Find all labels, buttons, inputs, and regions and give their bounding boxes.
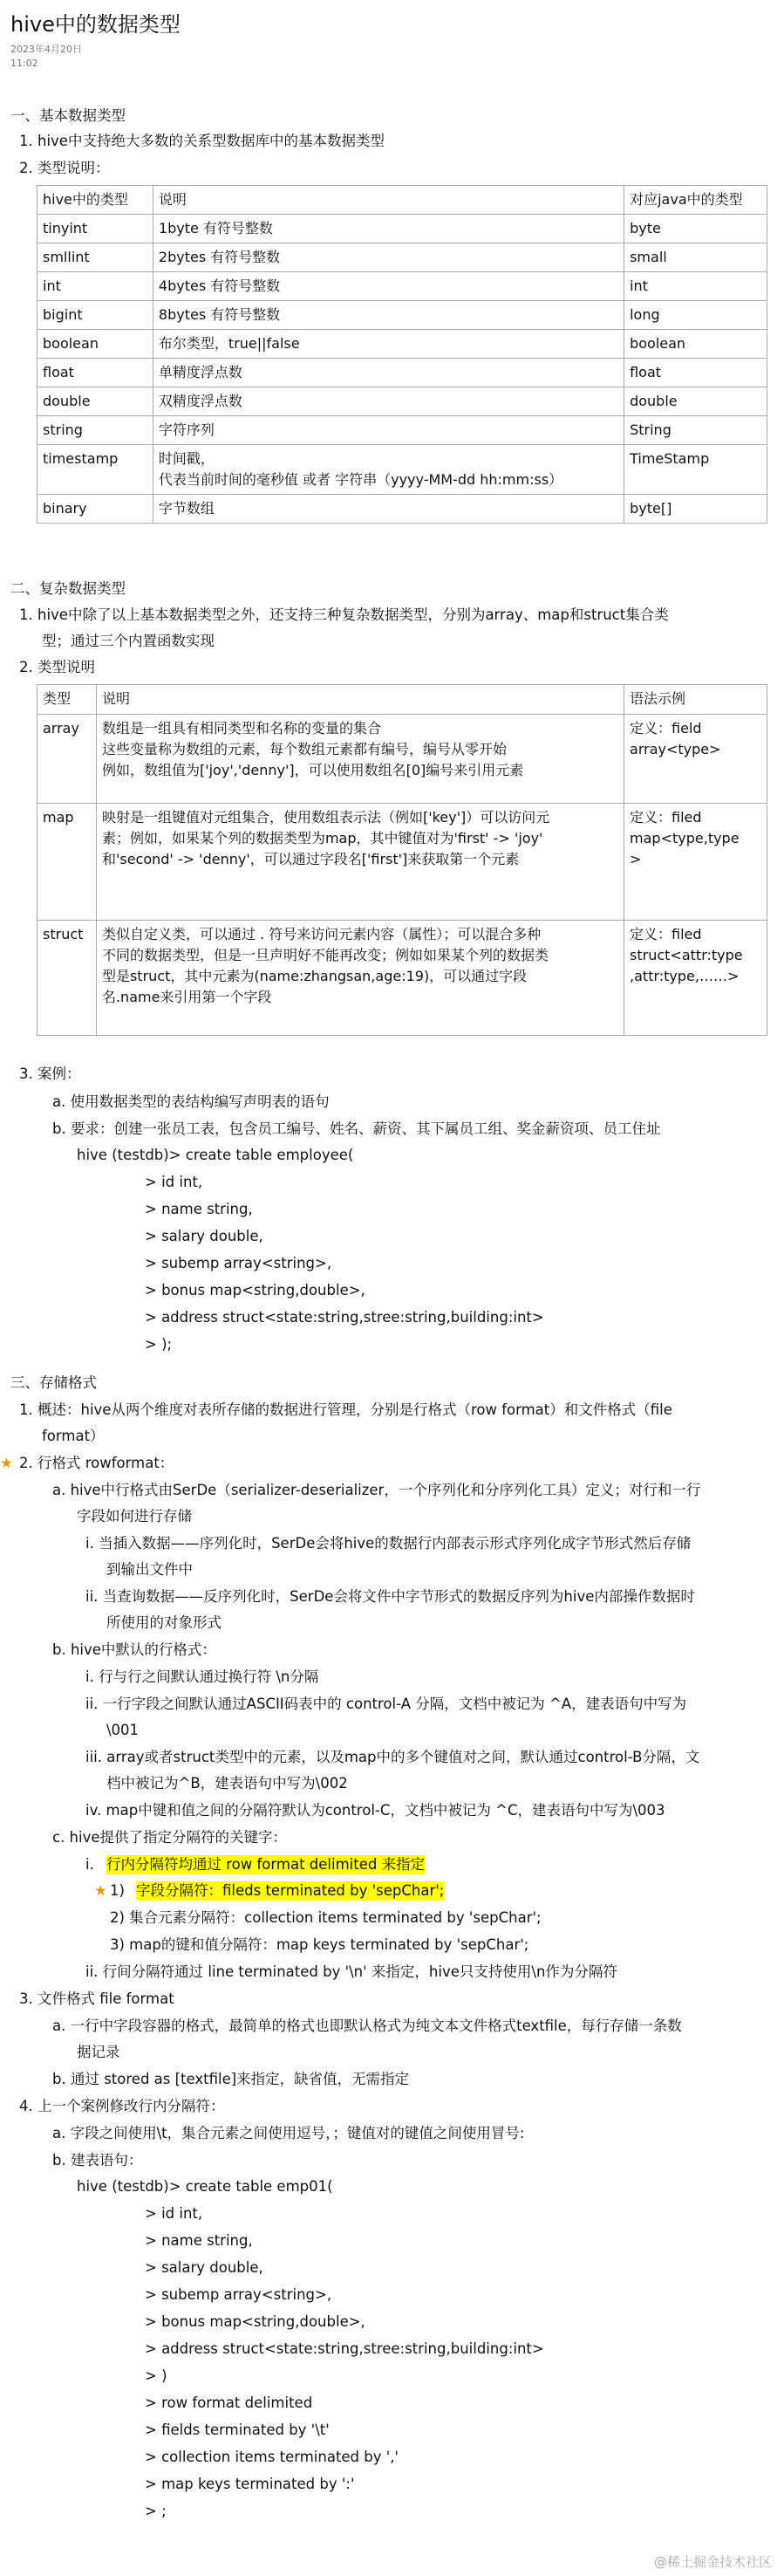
- table-cell: TimeStamp: [624, 445, 767, 495]
- table-cell: String: [624, 416, 767, 445]
- table-cell: 语法示例: [624, 685, 767, 715]
- table-row: [37, 272, 767, 301]
- table-cell: 4bytes 有符号整数: [153, 272, 624, 301]
- table-cell: timestamp: [37, 445, 153, 495]
- section-heading: 三、存储格式: [10, 1374, 97, 1391]
- list-item: i. 行与行之间默认通过换行符 \n分隔: [85, 1668, 319, 1685]
- list-item-cont: 档中被记为^B，建表语句中写为\002: [106, 1775, 348, 1792]
- table-cell: byte[]: [624, 495, 767, 524]
- table-row: [37, 359, 767, 387]
- table-cell: 数组是一组具有相同类型和名称的变量的集合 这些变量称为数组的元素，每个数组元素都有编号，编号从零开始 例如，数组值为['joy','denny']，可以使用数组名[0]编号来引用元素: [96, 715, 624, 804]
- complex-types-table: [37, 684, 767, 1036]
- list-item-cont: 字段如何进行存储: [77, 1508, 192, 1524]
- code-line: > subemp array<string>,: [145, 1255, 332, 1271]
- code-line: > address struct<state:string,stree:string,building:int>: [145, 1309, 544, 1326]
- code-line: hive (testdb)> create table employee(: [77, 1147, 354, 1163]
- list-item: 2) 集合元素分隔符：collection items terminated by 'sepChar';: [110, 1909, 542, 1926]
- code-line: > salary double,: [145, 1228, 263, 1244]
- code-line: > ;: [145, 2503, 167, 2519]
- highlighted-text: 字段分隔符：fileds terminated by 'sepChar';: [136, 1882, 445, 1899]
- table-row: [37, 301, 767, 330]
- list-item: 2. 类型说明: [19, 659, 95, 675]
- note-date: 2023年4月20日: [10, 44, 82, 55]
- table-row: [37, 387, 767, 416]
- table-cell: tinyint: [37, 215, 153, 243]
- table-cell: bigint: [37, 301, 153, 330]
- table-cell: 单精度浮点数: [153, 359, 624, 387]
- table-cell: 定义：field array<type>: [624, 715, 767, 804]
- table-cell: 双精度浮点数: [153, 387, 624, 416]
- table-cell: 字节数组: [153, 495, 624, 524]
- list-item: 3. 案例：: [19, 1065, 81, 1082]
- list-marker: 1): [110, 1882, 125, 1899]
- list-item: 3) map的键和值分隔符：map keys terminated by 'sepChar';: [110, 1936, 529, 1953]
- list-marker: i.: [85, 1856, 94, 1873]
- table-cell: map: [37, 804, 97, 921]
- table-cell: 字符序列: [153, 416, 624, 445]
- table-cell: float: [37, 359, 153, 387]
- table-cell: 定义：filed map<type,type >: [624, 804, 767, 921]
- table-cell: boolean: [37, 330, 153, 359]
- table-row: [37, 416, 767, 445]
- table-cell: binary: [37, 495, 153, 524]
- list-item: 1. 概述：hive从两个维度对表所存储的数据进行管理，分别是行格式（row format）和文件格式（file: [19, 1401, 672, 1418]
- list-item-cont: 到输出文件中: [106, 1561, 193, 1578]
- code-line: > name string,: [145, 1201, 253, 1217]
- list-item: c. hive提供了指定分隔符的关键字：: [52, 1829, 288, 1846]
- table-row: [37, 495, 767, 524]
- table-cell: int: [37, 272, 153, 301]
- watermark: @稀土掘金技术社区: [653, 2554, 772, 2570]
- table-cell: boolean: [624, 330, 767, 359]
- code-line: > collection items terminated by ',': [145, 2449, 399, 2465]
- table-cell: struct: [37, 921, 97, 1036]
- table-cell: 2bytes 有符号整数: [153, 243, 624, 272]
- code-line: > id int,: [145, 1174, 203, 1190]
- list-item: 4. 上一个案例修改行内分隔符：: [19, 2098, 225, 2114]
- star-icon: ★: [94, 1882, 107, 1899]
- code-line: hive (testdb)> create table emp01(: [77, 2178, 333, 2195]
- list-item-cont: 据记录: [77, 2044, 120, 2060]
- list-item: a. 一行中字段容器的格式，最简单的格式也即默认格式为纯文本文件格式textfile，每行存储一条数: [52, 2018, 682, 2034]
- basic-types-table: [37, 185, 767, 524]
- table-header-row: [37, 685, 767, 715]
- table-row: [37, 715, 767, 804]
- table-row: [37, 804, 767, 921]
- code-line: > subemp array<string>,: [145, 2286, 332, 2303]
- code-line: > name string,: [145, 2232, 253, 2249]
- code-line: > map keys terminated by ':': [145, 2476, 355, 2492]
- code-line: > fields terminated by '\t': [145, 2422, 330, 2438]
- list-item-cont: 型；通过三个内置函数实现: [42, 633, 215, 649]
- table-cell: hive中的类型: [37, 186, 153, 215]
- table-cell: 1byte 有符号整数: [153, 215, 624, 243]
- table-cell: double: [37, 387, 153, 416]
- page-title: hive中的数据类型: [10, 12, 181, 37]
- code-line: > ): [145, 2367, 167, 2384]
- list-item: a. 字段之间使用\t，集合元素之间使用逗号，；键值对的键值之间使用冒号:: [52, 2125, 525, 2141]
- list-item: 2. 行格式 rowformat：: [19, 1455, 174, 1471]
- list-item: ii. 行间分隔符通过 line terminated by '\n' 来指定，hive只支持使用\n作为分隔符: [85, 1963, 617, 1980]
- list-item: iii. array或者struct类型中的元素，以及map中的多个键值对之间，默认通过control-B分隔，文: [85, 1749, 700, 1765]
- list-item: a. hive中行格式由SerDe（serializer-deserializer，一个序列化和分序列化工具）定义；对行和一行: [52, 1482, 701, 1498]
- code-line: > salary double,: [145, 2259, 263, 2276]
- table-cell: array: [37, 715, 97, 804]
- table-cell: 映射是一组键值对元组集合，使用数组表示法（例如['key']）可以访问元 素；例如，如果某个列的数据类型为map，其中键值对为'first' -> 'joy' 和'second' -> 'denny'，可以通过字段名['first']来获取第一个元素: [96, 804, 624, 921]
- table-cell: 8bytes 有符号整数: [153, 301, 624, 330]
- list-item: b. 建表语句：: [52, 2152, 143, 2168]
- table-cell: string: [37, 416, 153, 445]
- table-cell: 时间戳， 代表当前时间的毫秒值 或者 字符串（yyyy-MM-dd hh:mm:ss）: [153, 445, 624, 495]
- table-cell: double: [624, 387, 767, 416]
- code-line: > address struct<state:string,stree:string,building:int>: [145, 2340, 544, 2357]
- table-cell: 定义：filed struct<attr:type ,attr:type,……>: [624, 921, 767, 1036]
- code-line: > bonus map<string,double>,: [145, 2313, 365, 2330]
- code-line: > row format delimited: [145, 2394, 313, 2411]
- note-time: 11:02: [10, 58, 38, 69]
- table-cell: byte: [624, 215, 767, 243]
- table-cell: float: [624, 359, 767, 387]
- table-cell: int: [624, 272, 767, 301]
- list-item: 2. 类型说明：: [19, 160, 110, 176]
- highlighted-text: 行内分隔符均通过 row format delimited 来指定: [106, 1856, 426, 1873]
- table-row: [37, 445, 767, 495]
- table-cell: 类型: [37, 685, 97, 715]
- list-item-cont: 所使用的对象形式: [106, 1614, 222, 1631]
- list-item: ii. 一行字段之间默认通过ASCII码表中的 control-A 分隔，文档中被记为 ^A，建表语句中写为: [85, 1696, 687, 1712]
- code-line: > );: [145, 1336, 173, 1353]
- list-item: iv. map中键和值之间的分隔符默认为control-C，文档中被记为 ^C，建表语句中写为\003: [85, 1802, 665, 1819]
- list-item: ii. 当查询数据——反序列化时，SerDe会将文件中字节形式的数据反序列为hive内部操作数据时: [85, 1588, 695, 1605]
- table-row: [37, 330, 767, 359]
- list-item: a. 使用数据类型的表结构编写声明表的语句: [52, 1093, 330, 1110]
- list-item-cont: format）: [42, 1428, 105, 1444]
- table-cell: smllint: [37, 243, 153, 272]
- list-item: i. 当插入数据——序列化时，SerDe会将hive的数据行内部表示形式序列化成字节形式然后存储: [85, 1535, 692, 1552]
- table-cell: long: [624, 301, 767, 330]
- code-line: > id int,: [145, 2205, 203, 2222]
- code-line: > bonus map<string,double>,: [145, 1282, 365, 1298]
- list-item: b. 通过 stored as [textfile]来指定，缺省值，无需指定: [52, 2071, 410, 2087]
- table-row: [37, 243, 767, 272]
- star-icon: ★: [0, 1455, 13, 1471]
- table-cell: 对应java中的类型: [624, 186, 767, 215]
- table-row: [37, 921, 767, 1036]
- list-item: 1. hive中支持绝大多数的关系型数据库中的基本数据类型: [19, 133, 385, 149]
- section-heading: 一、基本数据类型: [10, 107, 126, 124]
- list-item: b. 要求：创建一张员工表，包含员工编号、姓名、薪资、其下属员工组、奖金薪资项、员工住址: [52, 1120, 661, 1137]
- table-header-row: [37, 186, 767, 215]
- table-cell: 说明: [153, 186, 624, 215]
- table-cell: 说明: [96, 685, 624, 715]
- table-row: [37, 215, 767, 243]
- table-cell: small: [624, 243, 767, 272]
- table-cell: 布尔类型，true||false: [153, 330, 624, 359]
- section-heading: 二、复杂数据类型: [10, 580, 126, 597]
- list-item: b. hive中默认的行格式：: [52, 1641, 216, 1658]
- table-cell: 类似自定义类，可以通过 . 符号来访问元素内容（属性）；可以混合多种 不同的数据类型，但是一旦声明好不能再改变；例如如果某个列的数据类 型是struct，其中元素为(name:zhangsan,age:19)，可以通过字段 名.name来引用第一个字段: [96, 921, 624, 1036]
- list-item: 1. hive中除了以上基本数据类型之外，还支持三种复杂数据类型，分别为array、map和struct集合类: [19, 606, 669, 623]
- list-item: 3. 文件格式 file format: [19, 1990, 174, 2007]
- list-item-cont: \001: [106, 1722, 140, 1738]
